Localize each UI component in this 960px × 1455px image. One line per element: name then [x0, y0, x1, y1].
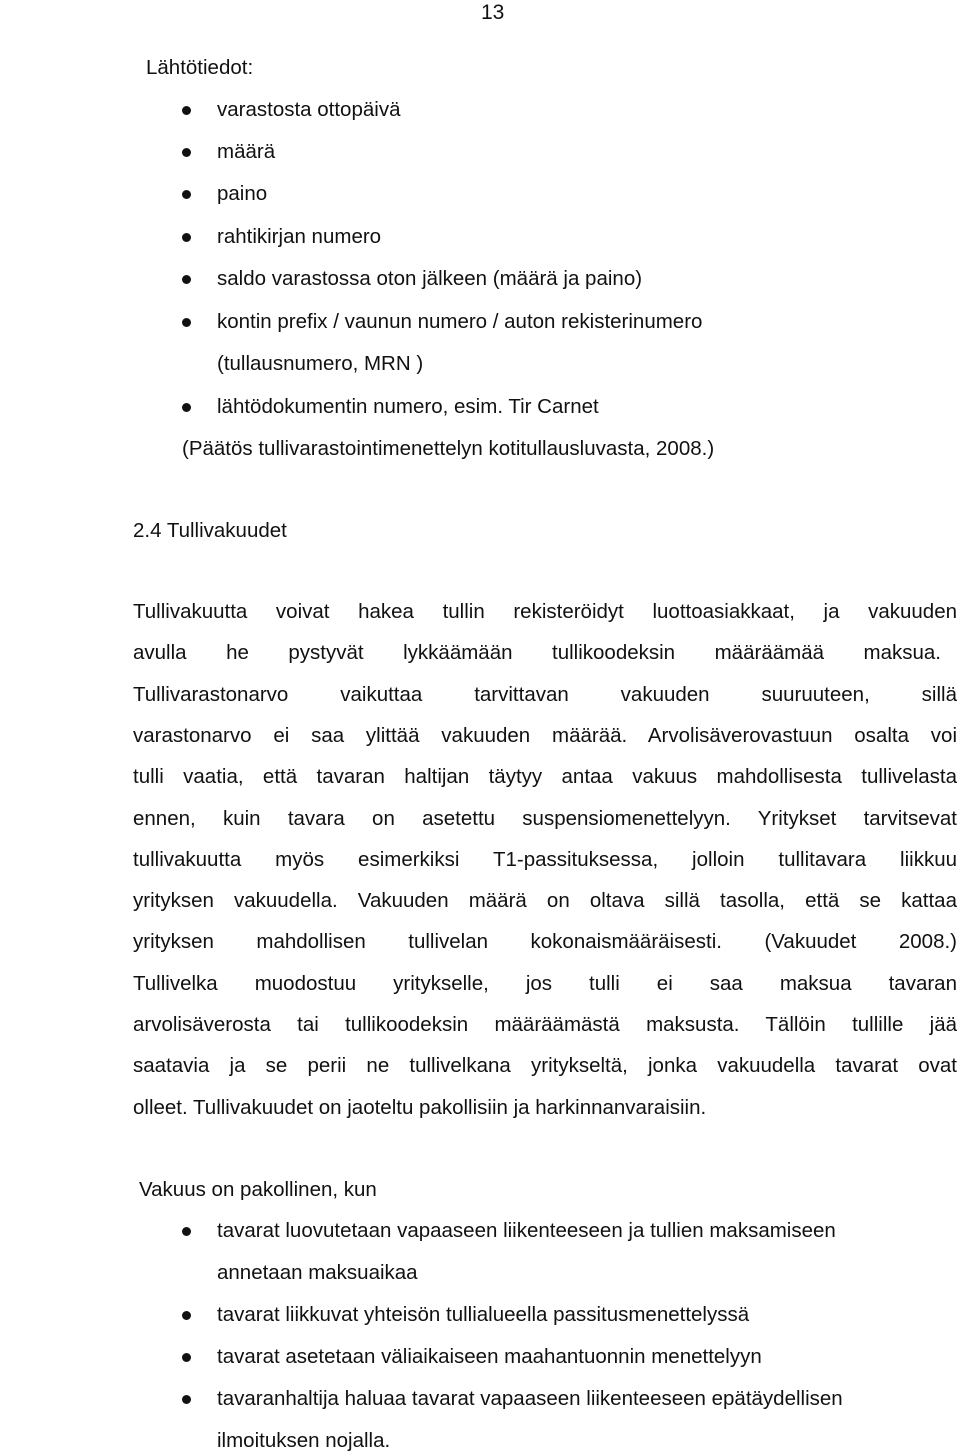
list-item-continuation: (tullausnumero, MRN )	[217, 352, 424, 375]
lahtotiedot-heading: Lähtötiedot:	[146, 56, 254, 79]
paragraph-line: Tullivarastonarvo vaikuttaa tarvittavan vakuuden suuruuteen, sillä	[133, 683, 957, 706]
bullet-icon	[182, 233, 191, 242]
list-item: tavarat luovutetaan vapaaseen liikenteeseen ja tullien maksamiseen	[217, 1219, 836, 1242]
bullet-icon	[182, 318, 191, 327]
page-number: 13	[481, 1, 505, 24]
paragraph-line: ennen, kuin tavara on asetettu suspensiomenettelyyn. Yritykset tarvitsevat	[133, 807, 957, 830]
paragraph-line: arvolisäverosta tai tullikoodeksin määräämästä maksusta. Tällöin tullille jää	[133, 1013, 957, 1036]
list-item: tavarat liikkuvat yhteisön tullialueella passitusmenettelyssä	[217, 1303, 750, 1326]
section-heading: 2.4 Tullivakuudet	[133, 519, 287, 542]
paragraph-line: saatavia ja se perii ne tullivelkana yritykseltä, jonka vakuudella tavarat ovat	[133, 1054, 957, 1077]
source-citation: (Päätös tullivarastointimenettelyn kotitullausluvasta, 2008.)	[182, 437, 715, 460]
paragraph-line: avulla he pystyvät lykkäämään tullikoodeksin määräämää maksua.	[133, 641, 941, 664]
list-item: kontin prefix / vaunun numero / auton rekisterinumero	[217, 310, 703, 333]
paragraph-line: Tullivelka muodostuu yritykselle, jos tulli ei saa maksua tavaran	[133, 972, 957, 995]
list-item-continuation: ilmoituksen nojalla.	[217, 1429, 391, 1452]
bullet-icon	[182, 106, 191, 115]
list-item: lähtödokumentin numero, esim. Tir Carnet	[217, 395, 599, 418]
bullet-icon	[182, 148, 191, 157]
bullet-icon	[182, 1395, 191, 1404]
list-item: varastosta ottopäivä	[217, 98, 401, 121]
list-item: rahtikirjan numero	[217, 225, 382, 248]
list-item: tavaranhaltija haluaa tavarat vapaaseen liikenteeseen epätäydellisen	[217, 1387, 843, 1410]
paragraph-line: yrityksen mahdollisen tullivelan kokonaismääräisesti. (Vakuudet 2008.)	[133, 930, 957, 953]
list-item: tavarat asetetaan väliaikaiseen maahantuonnin menettelyyn	[217, 1345, 762, 1368]
bullet-icon	[182, 1311, 191, 1320]
list-item: paino	[217, 182, 268, 205]
paragraph-line: varastonarvo ei saa ylittää vakuuden määrää. Arvolisäverovastuun osalta voi	[133, 724, 957, 747]
bullet-icon	[182, 275, 191, 284]
bullet-icon	[182, 1353, 191, 1362]
list-item: määrä	[217, 140, 276, 163]
paragraph-line: yrityksen vakuudella. Vakuuden määrä on oltava sillä tasolla, että se kattaa	[133, 889, 957, 912]
list-item: saldo varastossa oton jälkeen (määrä ja paino)	[217, 267, 643, 290]
bullet-icon	[182, 403, 191, 412]
paragraph-line: tulli vaatia, että tavaran haltijan täytyy antaa vakuus mahdollisesta tullivelasta	[133, 765, 957, 788]
paragraph-line: tullivakuutta myös esimerkiksi T1-passituksessa, jolloin tullitavara liikkuu	[133, 848, 957, 871]
paragraph-line: Tullivakuutta voivat hakea tullin rekisteröidyt luottoasiakkaat, ja vakuuden	[133, 600, 957, 623]
paragraph-line: olleet. Tullivakuudet on jaoteltu pakollisiin ja harkinnanvaraisiin.	[133, 1096, 707, 1119]
bullet-icon	[182, 1227, 191, 1236]
bullet-icon	[182, 190, 191, 199]
list-item-continuation: annetaan maksuaikaa	[217, 1261, 418, 1284]
pakollinen-heading: Vakuus on pakollinen, kun	[139, 1178, 377, 1201]
